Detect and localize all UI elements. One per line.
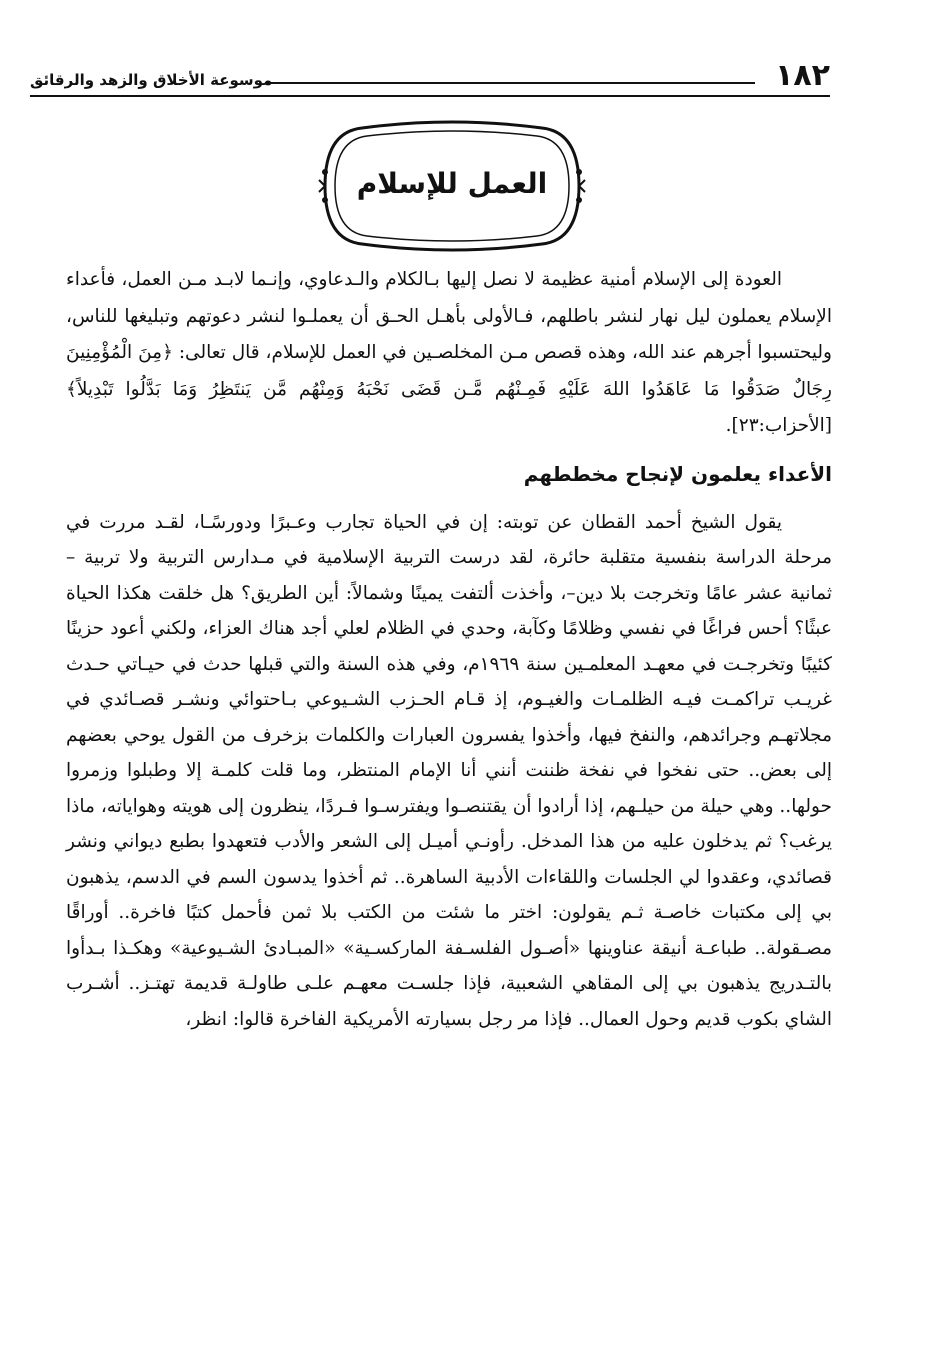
running-title: موسوعة الأخلاق والزهد والرقائق [30,71,273,89]
chapter-title-frame [317,120,587,252]
page-number: ١٨٢ [775,58,830,93]
intro-paragraph: العودة إلى الإسلام أمنية عظيمة لا نصل إليها بـالكلام والـدعاوي، وإنـما لابـد مـن العمل، فأعداء الإسلام يعملون ليل نهار لنشر باطلهم، فـالأولى بأهـل الحـق أن يعملـوا لنشر دعوتهم وتبليغها للناس، وليحتسبوا أجرهم عند الله، وهذه قصص مـن المخلصـين في العمل للإسلام، قال تعالى: ﴿مِنَ الْمُؤْمِنِينَ رِجَالٌ صَدَقُوا مَا عَاهَدُوا اللهَ عَلَيْهِ فَمِـنْهُم مَّـن قَضَى نَحْبَهُ وَمِنْهُم مَّن يَنتَظِرُ وَمَا بَدَّلُوا تَبْدِيلاً﴾ [الأحزاب:٢٣]. [66,269,832,436]
page-header [30,60,830,100]
page-body [66,262,832,1037]
chapter-title: العمل للإسلام [356,167,548,200]
section-heading: الأعداء يعلمون لإنجاح مخططهم [523,461,832,486]
header-rule [30,95,830,97]
header-rule-short [265,82,755,84]
section-paragraph: يقول الشيخ أحمد القطان عن توبته: إن في الحياة تجارب وعـبرًا ودورسًـا، لقـد مررت في مرحلة الدراسة بنفسية متقلبة حائرة، لقد درست التربية الإسلامية في مـدارس التربية ولا تربية –ثمانية عشر عامًا وتخرجت بلا دين–، وأخذت ألتفت يمينًا وشمالاً: أين الطريق؟ هل خلقت هكذا الحياة عبثًا؟ أحس فراغًا في نفسي وظلامًا وكآبة، وحدي في الظلام لعلي أجد هناك العزاء، ولكني أعود حزينًا كئيبًا وتخرجـت في معهـد المعلمـين سنة ١٩٦٩م، وفي هذه السنة والتي قبلها حدث في حيـاتي حـدث غريـب تراكمـت فيـه الظلمـات والغيـوم، إذ قـام الحـزب الشـيوعي بـاحتوائي ونشـر قصـائدي في مجلاتهـم وجرائدهم، والنفخ فيها، وأخذوا يفسرون العبارات والكلمات بزخرف من القول يوحي بعضهم إلى بعض.. حتى نفخوا في نفخة ظننت أنني أنا الإمام المنتظر، وما قلت كلمـة إلا وطبلوا وزمروا حولها.. وهي حيلة من حيلـهم، إذا أرادوا أن يقتنصـوا ويفترسـوا فـردًا، ينظرون إلى هويته وهواياته، ماذا يرغب؟ ثم يدخلون عليه من هذا المدخل. رأونـي أميـل إلى الشعر والأدب فتعهدوا بطبع ديواني ونشر قصائدي، وعقدوا لي الجلسات واللقاءات الأدبية الساهرة.. ثم أخذوا يدسون السم في الدسم، يذهبون بي إلى مكتبات خاصـة ثـم يقولون: اختر ما شئت من الكتب بلا ثمن فأحمل كتبًا فاخرة.. أوراقًا مصـقولة.. طباعـة أنيقة عناوينها «أصـول الفلسـفة الماركسـية» «المبـادئ الشـيوعية» وهكـذا بـدأوا بالتـدريج يذهبون بي إلى المقاهي الشعبية، فإذا جلسـت معهـم علـى طاولـة قديمة تهتـز.. أشـرب الشاي بكوب قديم وحول العمال.. فإذا مر رجل بسيارته الأمريكية الفاخرة قالوا: انظر، [66,511,832,1030]
